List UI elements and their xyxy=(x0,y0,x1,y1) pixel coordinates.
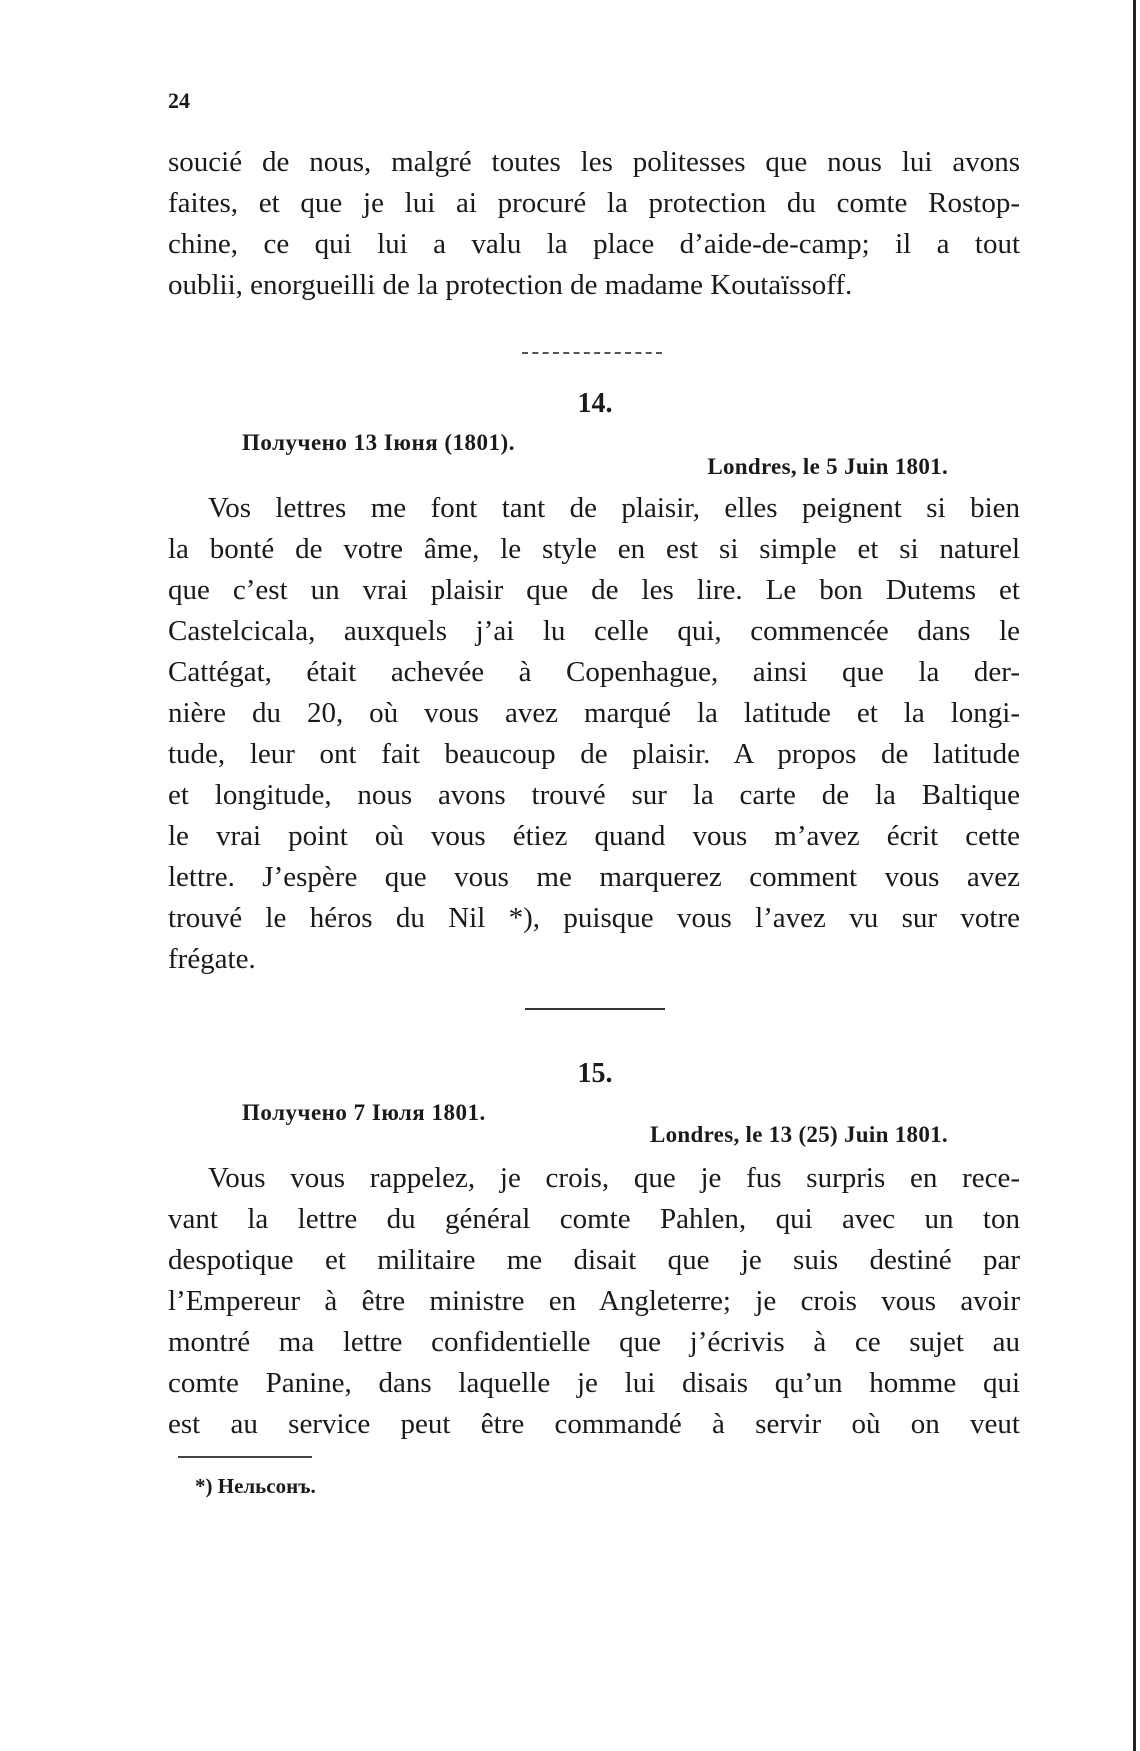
page-edge-line xyxy=(1133,0,1136,1751)
letter-body xyxy=(168,488,1020,980)
text-line: comte Panine, dans laquelle je lui disais qu’un homme qui xyxy=(168,1367,1020,1399)
text-line: soucié de nous, malgré toutes les politesses que nous lui avons xyxy=(168,146,1020,178)
continuation-paragraph xyxy=(168,142,1020,306)
text-line: que c’est un vrai plaisir que de les lire. Le bon Dutems et xyxy=(168,574,1020,606)
text-line: faites, et que je lui ai procuré la protection du comte Rostop- xyxy=(168,187,1020,219)
text-line: oublii, enorgueilli de la protection de madame Koutaïssoff. xyxy=(168,269,853,301)
text-line: trouvé le héros du Nil *), puisque vous l’avez vu sur votre xyxy=(168,902,1020,934)
text-line: Vous vous rappelez, je crois, que je fus surpris en rece- xyxy=(208,1162,1020,1194)
letter-body xyxy=(168,1158,1020,1445)
text-line: Castelcicala, auxquels j’ai lu celle qui, commencée dans le xyxy=(168,615,1020,647)
text-line: est au service peut être commandé à servir où on veut xyxy=(168,1408,1020,1440)
footnote: *) Нельсонъ. xyxy=(195,1474,316,1498)
received-note: Получено 7 Іюля 1801. xyxy=(242,1100,486,1125)
text-line: et longitude, nous avons trouvé sur la carte de la Baltique xyxy=(168,779,1020,811)
letter-number: 15. xyxy=(577,1058,613,1089)
text-line: chine, ce qui lui a valu la place d’aide-de-camp; il a tout xyxy=(168,228,1020,260)
text-line: tude, leur ont fait beaucoup de plaisir. A propos de latitude xyxy=(168,738,1020,770)
letter-dateline: Londres, le 5 Juin 1801. xyxy=(707,454,948,479)
text-line: Vos lettres me font tant de plaisir, elles peignent si bien xyxy=(208,492,1020,524)
text-line: Cattégat, était achevée à Copenhague, ainsi que la der- xyxy=(168,656,1020,688)
text-line: montré ma lettre confidentielle que j’écrivis à ce sujet au xyxy=(168,1326,1020,1358)
text-line: despotique et militaire me disait que je suis destiné par xyxy=(168,1244,1020,1276)
text-line: lettre. J’espère que vous me marquerez comment vous avez xyxy=(168,861,1020,893)
text-line: frégate. xyxy=(168,943,256,975)
section-divider xyxy=(522,352,662,354)
received-note: Получено 13 Іюня (1801). xyxy=(242,430,515,455)
page-number: 24 xyxy=(168,88,190,113)
text-line: la bonté de votre âme, le style en est si simple et si naturel xyxy=(168,533,1020,565)
letter-number: 14. xyxy=(577,388,613,419)
section-divider xyxy=(525,1008,665,1010)
text-line: vant la lettre du général comte Pahlen, qui avec un ton xyxy=(168,1203,1020,1235)
text-line: nière du 20, où vous avez marqué la latitude et la longi- xyxy=(168,697,1020,729)
text-line: le vrai point où vous étiez quand vous m’avez écrit cette xyxy=(168,820,1020,852)
letter-dateline: Londres, le 13 (25) Juin 1801. xyxy=(649,1122,948,1147)
footnote-rule xyxy=(178,1456,312,1458)
text-line: l’Empereur à être ministre en Angleterre; je crois vous avoir xyxy=(168,1285,1020,1317)
